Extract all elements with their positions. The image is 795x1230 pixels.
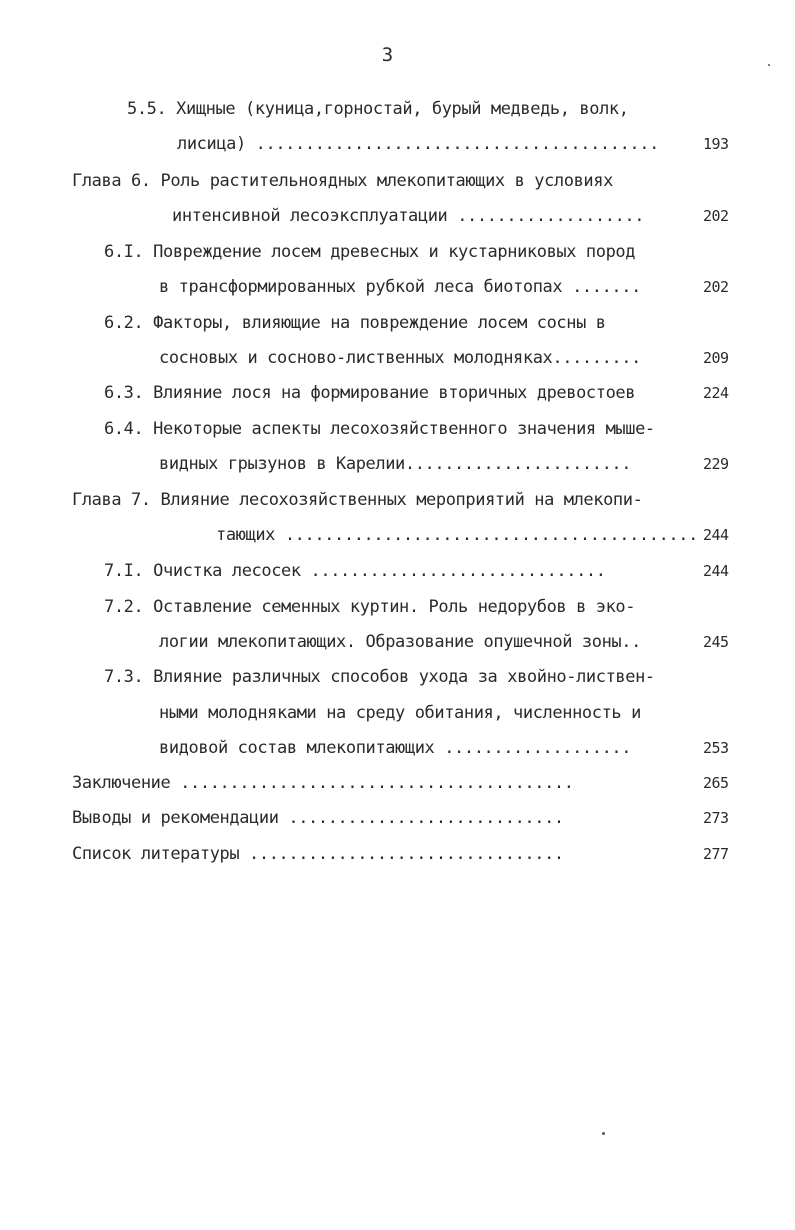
toc-page-number: 244 (703, 526, 729, 544)
toc-line: 7.3. Влияние различных способов ухода за хвойно-листвен- (104, 667, 655, 687)
toc-page-number: 245 (703, 633, 729, 651)
page-number: 3 (381, 44, 394, 66)
toc-line: Список литературы ................................ (72, 844, 564, 864)
toc-line: 5.5. Хищные (куница,горностай, бурый медведь, волк, (127, 99, 629, 119)
toc-line: 6.3. Влияние лося на формирование вторичных древостоев (104, 383, 636, 403)
toc-line: Глава 6. Роль растительноядных млекопитающих в условиях (72, 171, 613, 191)
toc-line: интенсивной лесоэксплуатации ................... (172, 206, 645, 226)
toc-line: 6.2. Факторы, влияющие на повреждение лосем сосны в (104, 313, 606, 333)
toc-line: логии млекопитающих. Образование опушечной зоны.. (159, 632, 641, 652)
scan-speck (768, 64, 770, 66)
toc-page-number: 277 (703, 845, 729, 863)
toc-page-number: 202 (703, 207, 729, 225)
toc-line: лисица) ......................................... (177, 134, 659, 154)
toc-line: видовой состав млекопитающих ................... (159, 738, 632, 758)
toc-line: в трансформированных рубкой леса биотопах ....... (159, 277, 641, 297)
toc-line: 6.4. Некоторые аспекты лесохозяйственного значения мыше- (104, 419, 655, 439)
toc-line: 6.I. Повреждение лосем древесных и кустарниковых пород (104, 242, 636, 262)
scan-speck (602, 1132, 605, 1135)
toc-page-number: 224 (703, 384, 729, 402)
toc-page-number: 193 (703, 135, 729, 153)
toc-line: Глава 7. Влияние лесохозяйственных мероприятий на млекопи- (72, 490, 643, 510)
toc-line: ными молодняками на среду обитания, численность и (159, 703, 641, 723)
toc-line: сосновых и сосново-лиственных молодняках......... (159, 348, 641, 368)
toc-page-number: 253 (703, 739, 729, 757)
toc-line: видных грызунов в Карелии....................... (159, 454, 632, 474)
toc-page-number: 265 (703, 774, 729, 792)
toc-line: Заключение ........................................ (72, 773, 574, 793)
toc-page-number: 229 (703, 455, 729, 473)
toc-page-number: 209 (703, 349, 729, 367)
toc-line: тающих .......................................... (216, 525, 698, 545)
toc-page-number: 202 (703, 278, 729, 296)
toc-line: Выводы и рекомендации ............................ (72, 808, 564, 828)
toc-page-number: 244 (703, 562, 729, 580)
toc-line: 7.2. Оставление семенных куртин. Роль недорубов в эко- (104, 597, 636, 617)
toc-page-number: 273 (703, 809, 729, 827)
toc-line: 7.I. Очистка лесосек .............................. (104, 561, 606, 581)
